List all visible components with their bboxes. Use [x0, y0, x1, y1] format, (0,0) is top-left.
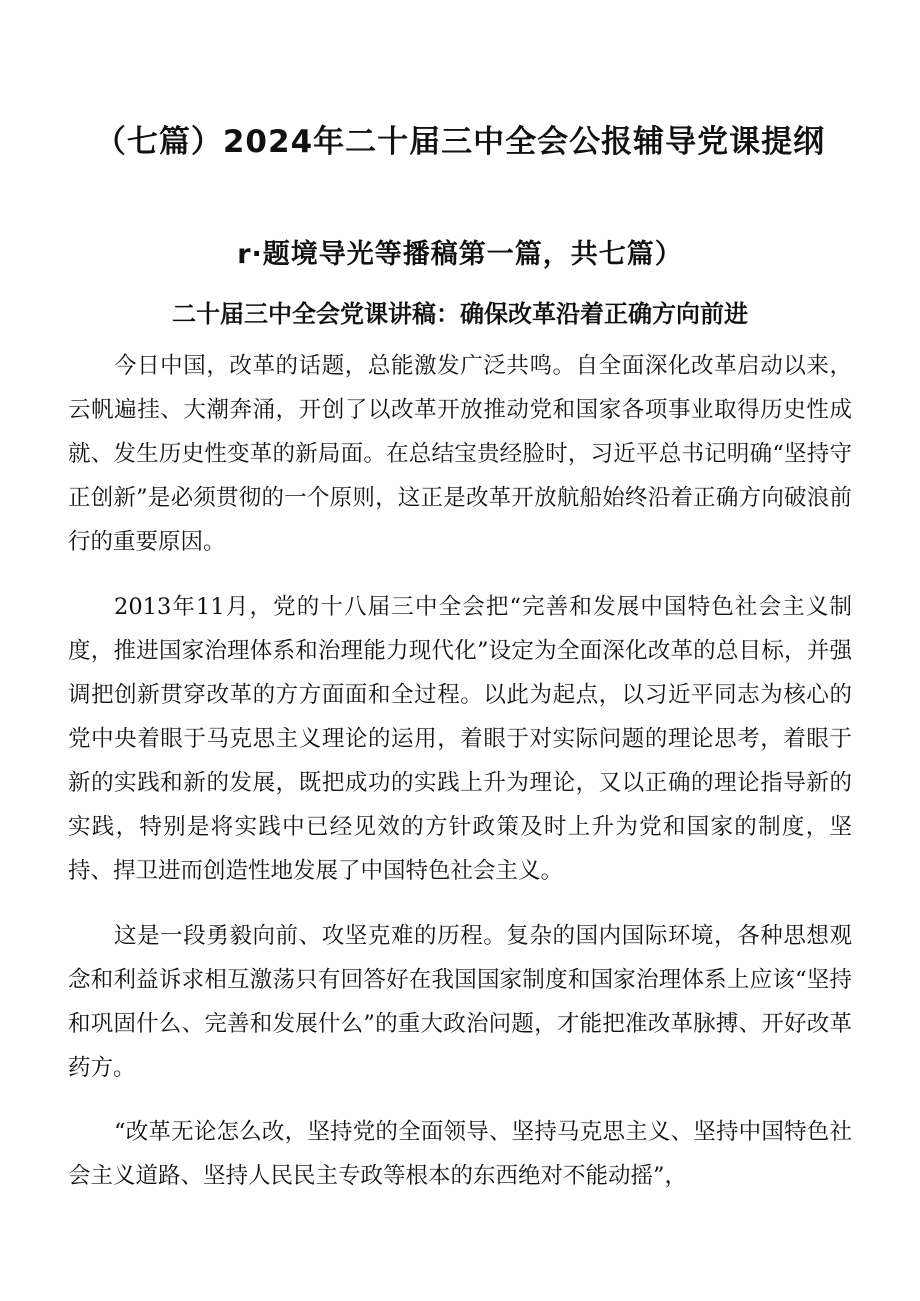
- body-paragraph: 今日中国，改革的话题，总能激发广泛共鸣。自全面深化改革启动以来，云帆遍挂、大潮奔涌，开创了以改革开放推动党和国家各项事业取得历史性成就、发生历史性变革的新局面。在总结宝贵经脸时，习近平总书记明确“坚持守正创新”是必须贯彻的一个原则，这正是改革开放航船始终沿着正确方向破浪前行的重要原因。: [68, 353, 852, 555]
- document-title: （七篇）2024年二十届三中全会公报辅导党课提纲: [94, 124, 826, 160]
- document-subtitle: r·题境导光等播稿第一篇，共七篇）: [237, 239, 683, 270]
- body-paragraph: “改革无论怎么改，坚持党的全面领导、坚持马克思主义、坚持中国特色社会主义道路、坚持人民民主专政等根本的东西绝对不能动摇”，: [68, 1119, 852, 1189]
- section-heading: 二十届三中全会党课讲稿：确保改革沿着正确方向前进: [172, 300, 748, 328]
- body-paragraph: 这是一段勇毅向前、攻坚克难的历程。复杂的国内国际环境，各种思想观念和利益诉求相互激荡只有回答好在我国国家制度和国家治理体系上应该“坚持和巩固什么、完善和发展什么”的重大政治问题，才能把准改革脉搏、开好改革药方。: [68, 923, 852, 1081]
- body-paragraph: 2013年11月，党的十八届三中全会把“完善和发展中国特色社会主义制度，推进国家治理体系和治理能力现代化”设定为全面深化改革的总目标，并强调把创新贯穿改革的方方面面和全过程。以此为起点，以习近平同志为核心的党中央着眼于马克思主义理论的运用，着眼于对实际问题的理论思考，着眼于新的实践和新的发展，既把成功的实践上升为理论，又以正确的理论指导新的实践，特别是将实践中已经见效的方针政策及时上升为党和国家的制度，坚持、捍卫进而创造性地发展了中国特色社会主义。: [68, 594, 852, 884]
